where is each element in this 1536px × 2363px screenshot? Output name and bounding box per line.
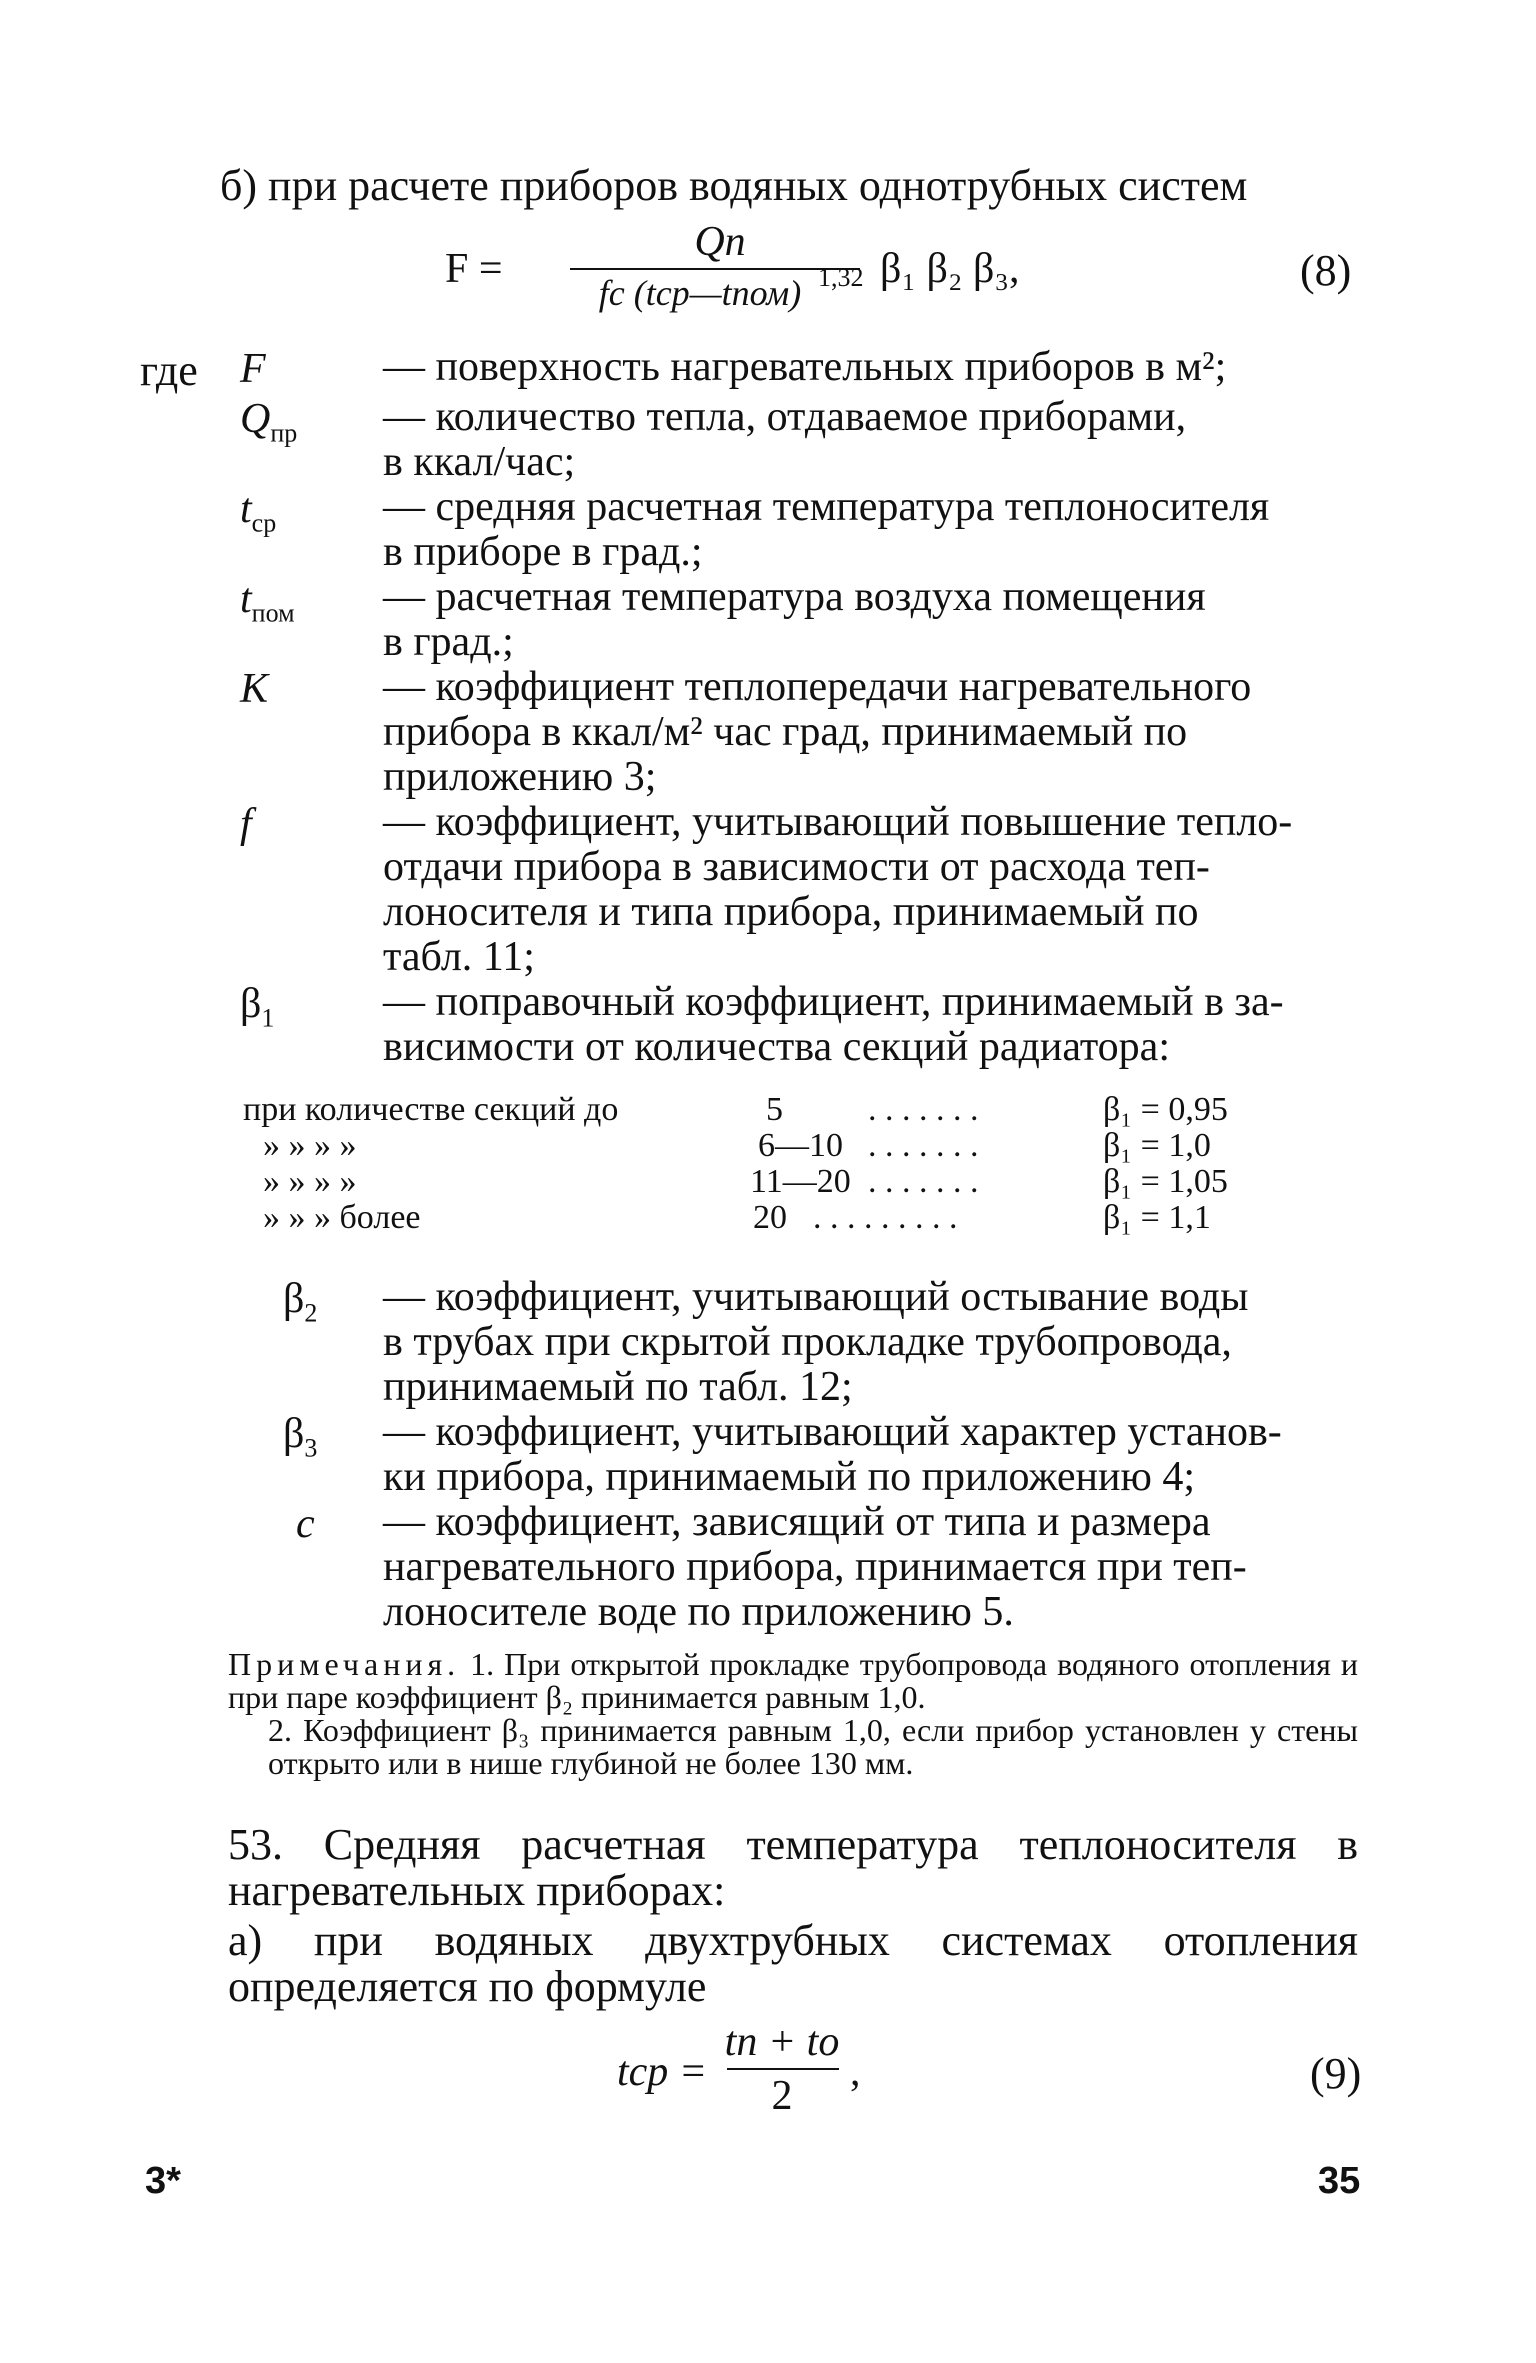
document-page: б) при расчете приборов водяных однотрубных систем F = Qп fc (tср—tпом) 1,32 β₁ β₂ β₃, (8) где F — поверхность нагревательных приборов в м²; $Q_{пр}$ — количество тепла, отдаваемое приборами, в ккал/час; $t_{ср}$ — средняя расчетная температура теплоносителя в приборе в град.; $t_{пом}$ — расчетная температура воздуха помещения в град.; K — коэффициент теплопередачи нагревательного прибора в ккал/м² час град, принимаемый по приложению 3; f — коэффициент, учитывающий повышение тепло- отдачи прибора в зависимости от расхода теп- лоносителя и типа прибора, принимаемый по табл. 11; $\beta_1$ — поправочный коэффициент, принимаемый в за- висимости от количества секций радиатора: при количестве секций до 5 . . . . . . . β₁ = 0,95 » » » » 6—10 . . . . . . . β₁ = 1,0 » » » » 11—20 . . . . . . . β₁ = 1,05 » » » более 20 . . . . . . . . . β₁ = 1,1 $\beta_2$ — коэффициент, учитывающий остывание воды в трубах при скрытой прокладке трубопровода, принимаемый по табл. 12; $\beta_3$ — коэффициент, учитывающий характер установ- ки прибора, принимаемый по приложению 4; c — коэффициент, зависящий от типа и размера нагревательного прибора, принимается при теп- лоносителе воде по приложению 5. Примечания. 1. При открытой прокладке трубопровода водяного отопления и при паре коэффициент β₂ принимается равным 1,0. 2. Коэффициент β₃ принимается равным 1,0, если прибор установлен у стены открыто или в нише глубиной не более 130 мм. 53. Средняя расчетная температура теплоносителя в нагревательных приборах: а) при водяных двухтрубных системах отопления определяется по формуле tср = tп + tо 2 , (9) 3* 35 <box>140 161 1362 2202</box>
intro-line: б) при расчете приборов водяных однотрубных систем <box>220 161 1248 210</box>
def-symbol-c: c <box>296 1501 315 1547</box>
formula-9-tail: , <box>850 2049 861 2095</box>
def-symbol-beta3: $\beta_3$ <box>283 1411 318 1463</box>
def-text-c: — коэффициент, зависящий от типа и размера нагревательного прибора, принимается при теп- лоносителе воде по приложению 5. <box>383 1499 1247 1635</box>
def-symbol-K: K <box>240 666 269 712</box>
formula-9-numerator: tп + tо <box>724 2019 840 2065</box>
def-symbol-Qpr: $Q_{пр}$ <box>240 396 298 448</box>
def-text-beta1: — поправочный коэффициент, принимаемый в за- висимости от количества секций радиатора: <box>383 979 1284 1070</box>
def-symbol-tpom: $t_{пом}$ <box>240 576 295 628</box>
note-2: 2. Коэффициент β₃ принимается равным 1,0, если прибор установлен у стены открыто или в нише глубиной не более 130 мм. <box>268 1712 1358 1781</box>
def-text-K: — коэффициент теплопередачи нагревательного прибора в ккал/м² час град, принимаемый по приложению 3; <box>383 664 1252 800</box>
def-text-f: — коэффициент, учитывающий повышение тепло- отдачи прибора в зависимости от расхода теп- лоносителя и типа прибора, принимаемый по табл. 11; <box>383 799 1293 980</box>
notes-heading: Примечания. <box>228 1646 461 1682</box>
def-symbol-f: f <box>240 801 252 847</box>
note-1: Примечания. 1. При открытой прокладке трубопровода водяного отопления и при паре коэффициент β₂ принимается равным 1,0. <box>228 1646 1359 1715</box>
formula-8-denominator: fc (tср—tпом) <box>598 273 802 313</box>
formula-8-exponent: 1,32 <box>818 263 864 292</box>
def-text-tsr: — средняя расчетная температура теплоносителя в приборе в град.; <box>383 484 1270 575</box>
formula-8-numerator: Qп <box>694 219 746 265</box>
formula-8-number: (8) <box>1300 246 1352 295</box>
formula-8-lhs: F = <box>445 246 503 292</box>
def-symbol-F: F <box>240 346 266 392</box>
notes-block <box>228 1648 1358 1780</box>
page-number: 35 <box>1318 2160 1361 2202</box>
def-text-tpom: — расчетная температура воздуха помещения в град.; <box>383 574 1206 665</box>
formula-9-fraction-bar <box>727 2068 839 2070</box>
def-text-Qpr: — количество тепла, отдаваемое приборами, в ккал/час; <box>383 394 1187 485</box>
formula-8-factors: β₁ β₂ β₃, <box>880 246 1020 292</box>
formula-8-fraction-bar <box>570 268 860 270</box>
def-symbol-beta1: $\beta_1$ <box>240 981 275 1033</box>
def-text-beta2: — коэффициент, учитывающий остывание воды в трубах при скрытой прокладке трубопровода, принимаемый по табл. 12; <box>383 1274 1249 1410</box>
def-symbol-tsr: $t_{ср}$ <box>240 486 277 538</box>
paragraph-53: 53. Средняя расчетная температура теплоносителя в нагревательных приборах: <box>228 1820 1358 1915</box>
def-text-beta3: — коэффициент, учитывающий характер установ- ки прибора, принимаемый по приложению 4; <box>383 1409 1282 1500</box>
formula-9-denominator: 2 <box>771 2073 793 2119</box>
where-label: где <box>140 346 198 395</box>
formula-9-number: (9) <box>1310 2049 1362 2098</box>
paragraph-a: а) при водяных двухтрубных системах отопления определяется по формуле <box>228 1916 1358 2011</box>
def-symbol-beta2: $\beta_2$ <box>283 1276 318 1328</box>
formula-9-lhs: tср = <box>617 2049 708 2095</box>
def-text-F: — поверхность нагревательных приборов в м²; <box>383 344 1227 390</box>
signature-mark: 3* <box>145 2160 181 2202</box>
